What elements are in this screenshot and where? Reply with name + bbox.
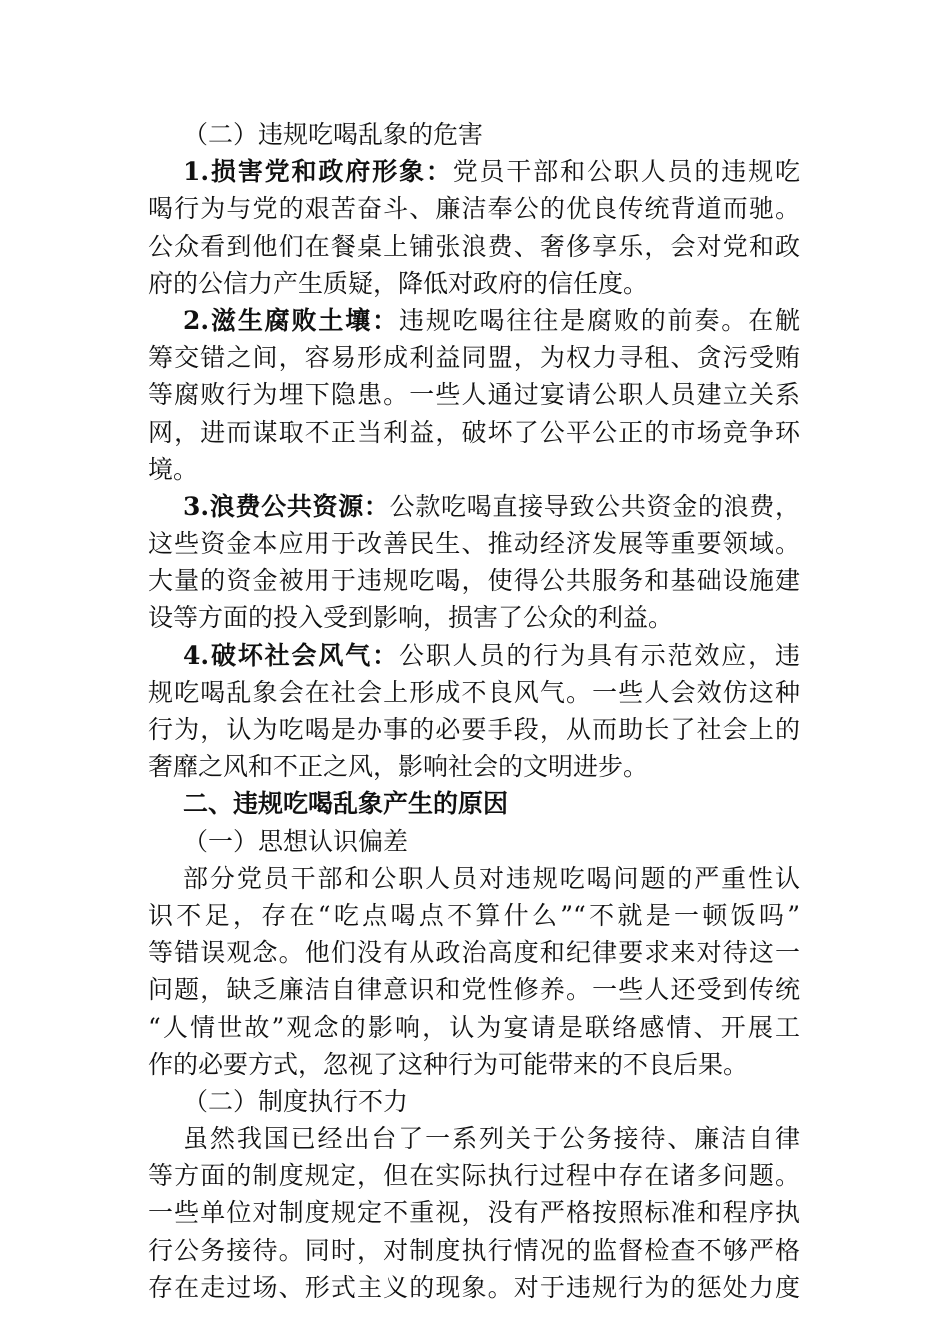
text-line [148, 748, 800, 785]
line-text: 规吃喝乱象会在社会上形成不良风气。一些人会效仿这种 [148, 677, 800, 707]
line-text: 识不足，存在“吃点喝点不算什么”“不就是一顿饭吗” [148, 900, 800, 930]
text-line [148, 1269, 800, 1306]
line-text: 公众看到他们在餐桌上铺张浪费、奢侈享乐，会对党和政 [148, 231, 800, 261]
line-text: 这些资金本应用于改善民生、推动经济发展等重要领域。 [148, 529, 800, 559]
line-text: 一些单位对制度规定不重视，没有严格按照标准和程序执 [148, 1198, 800, 1228]
line-text: 等腐败行为埋下隐患。一些人通过宴请公职人员建立关系 [148, 380, 800, 410]
line-text: 喝行为与党的艰苦奋斗、廉洁奉公的优良传统背道而驰。 [148, 194, 800, 224]
section-heading [148, 785, 800, 822]
text-line [148, 1194, 800, 1231]
text-line [148, 637, 800, 674]
text-line [148, 1083, 800, 1120]
heading-text: 二、违规吃喝乱象产生的原因 [183, 789, 509, 819]
line-text: 府的公信力产生质疑，降低对政府的信任度。 [148, 268, 649, 298]
text-line [148, 599, 800, 636]
line-text: 网，进而谋取不正当利益，破坏了公平公正的市场竞争环 [148, 417, 800, 447]
text-line [148, 302, 800, 339]
line-text: 虽然我国已经出台了一系列关于公务接待、廉洁自律 [183, 1124, 800, 1154]
text-line [148, 451, 800, 488]
text-line [148, 1157, 800, 1194]
bold-lead-in: 3.浪费公共资源： [183, 491, 390, 521]
text-line [148, 1232, 800, 1269]
text-line [148, 934, 800, 971]
line-text: 公职人员的行为具有示范效应，违 [398, 640, 800, 670]
line-text: 行公务接待。同时，对制度执行情况的监督检查不够严格 [148, 1235, 800, 1265]
line-text: 党员干部和公职人员的违规吃 [452, 157, 800, 187]
text-line [148, 1009, 800, 1046]
bold-lead-in: 2.滋生腐败土壤： [183, 305, 399, 335]
text-line [148, 488, 800, 525]
line-text: “人情世故”观念的影响，认为宴请是联络感情、开展工 [148, 1012, 800, 1042]
text-line [148, 1046, 800, 1083]
text-line [148, 339, 800, 376]
line-text: 行为，认为吃喝是办事的必要手段，从而助长了社会上的 [148, 715, 800, 744]
line-text: 等错误观念。他们没有从政治高度和纪律要求来对待这一 [148, 938, 800, 968]
line-text: 大量的资金被用于违规吃喝，使得公共服务和基础设施建 [148, 566, 800, 596]
text-line [148, 1120, 800, 1157]
text-line [148, 823, 800, 860]
line-text: 公款吃喝直接导致公共资金的浪费， [389, 491, 800, 521]
line-text: 设等方面的投入受到影响，损害了公众的利益。 [148, 603, 674, 633]
bold-lead-in: 1.损害党和政府形象： [183, 157, 453, 187]
text-line [148, 228, 800, 265]
text-line [148, 562, 800, 599]
line-text: 存在走过场、形式主义的现象。对于违规行为的惩处力度 [148, 1272, 800, 1302]
text-line [148, 265, 800, 302]
line-text: （二）违规吃喝乱象的危害 [183, 120, 484, 149]
text-line [148, 674, 800, 711]
text-line [148, 711, 800, 748]
text-line [148, 897, 800, 934]
line-text: 境。 [148, 454, 199, 484]
text-line [148, 116, 800, 153]
text-line [148, 414, 800, 451]
text-line [148, 971, 800, 1008]
line-text: 筹交错之间，容易形成利益同盟，为权力寻租、贪污受贿 [148, 343, 800, 373]
line-text: 奢靡之风和不正之风，影响社会的文明进步。 [148, 752, 649, 782]
text-line [148, 525, 800, 562]
document-page [148, 116, 800, 1306]
line-text: 等方面的制度规定，但在实际执行过程中存在诸多问题。 [148, 1161, 800, 1191]
line-text: 问题，缺乏廉洁自律意识和党性修养。一些人还受到传统 [148, 975, 800, 1005]
line-text: （二）制度执行不力 [183, 1086, 409, 1116]
line-text: 违规吃喝往往是腐败的前奏。在觥 [398, 305, 800, 335]
text-line [148, 190, 800, 227]
line-text: 部分党员干部和公职人员对违规吃喝问题的严重性认 [183, 863, 800, 893]
text-line [148, 376, 800, 413]
line-text: 作的必要方式，忽视了这种行为可能带来的不良后果。 [148, 1049, 749, 1079]
bold-lead-in: 4.破坏社会风气： [183, 640, 399, 670]
text-line [148, 860, 800, 897]
text-line [148, 153, 800, 190]
line-text: （一）思想认识偏差 [183, 826, 409, 856]
